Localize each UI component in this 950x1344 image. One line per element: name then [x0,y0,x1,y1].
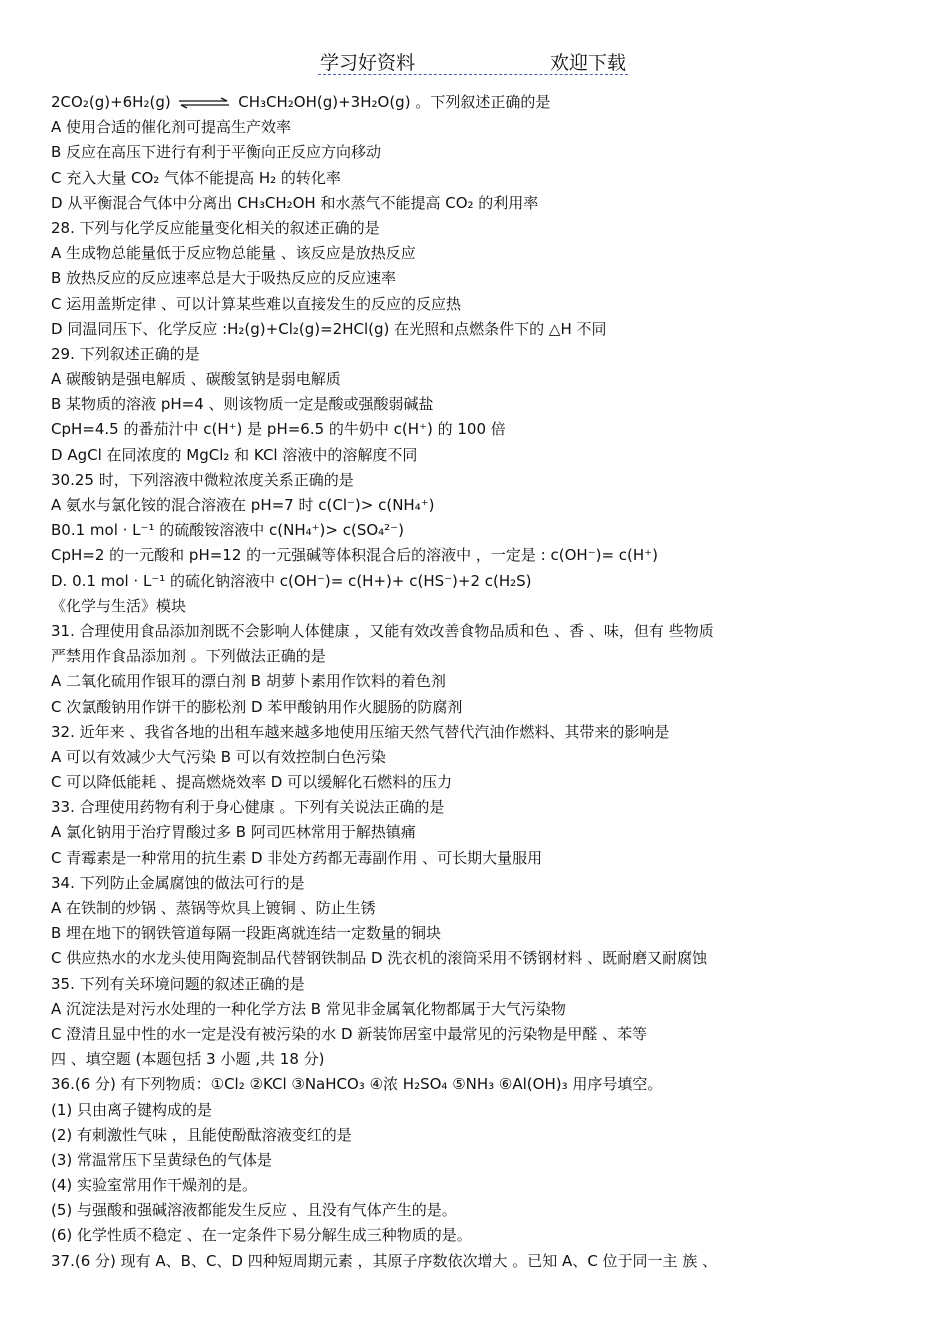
text-line: (4) 实验室常用作干燥剂的是。 [51,1176,258,1195]
equilibrium-arrow-icon [177,97,231,109]
text-line: C 澄清且显中性的水一定是没有被污染的水 D 新装饰居室中最常见的污染物是甲醛 、苯等 [51,1024,648,1043]
text-line: C 充入大量 CO₂ 气体不能提高 H₂ 的转化率 [51,168,341,187]
equation-line [51,90,903,115]
text-line: 严禁用作食品添加剂 。下列做法正确的是 [51,647,326,666]
text-line: CpH=4.5 的番茄汁中 c(H⁺) 是 pH=6.5 的牛奶中 c(H⁺) 的 100 倍 [51,420,506,439]
text-line: A 沉淀法是对污水处理的一种化学方法 B 常见非金属氧化物都属于大气污染物 [51,999,566,1018]
text-line: 36.(6 分) 有下列物质：①Cl₂ ②KCl ③NaHCO₃ ④浓 H₂SO₄ ⑤NH₃ ⑥Al(OH)₃ 用序号填空。 [51,1075,663,1094]
text-line: B0.1 mol · L⁻¹ 的硫酸铵溶液中 c(NH₄⁺)> c(SO₄²⁻) [51,521,404,540]
text-line: A 碳酸钠是强电解质 、碳酸氢钠是弱电解质 [51,370,341,389]
document-body [51,90,903,1274]
header-left-text: 学习好资料 [320,52,416,74]
text-line: (6) 化学性质不稳定 、在一定条件下易分解生成三种物质的是。 [51,1226,472,1245]
text-line: 四 、填空题 (本题包括 3 小题 ,共 18 分) [51,1050,325,1069]
text-line: B 反应在高压下进行有利于平衡向正反应方向移动 [51,143,382,162]
text-line: 29. 下列叙述正确的是 [51,344,200,363]
text-line: (3) 常温常压下呈黄绿色的气体是 [51,1150,273,1169]
text-line: 35. 下列有关环境问题的叙述正确的是 [51,974,305,993]
text-line: A 氯化钠用于治疗胃酸过多 B 阿司匹林常用于解热镇痛 [51,823,416,842]
text-line: B 某物质的溶液 pH=4 、则该物质一定是酸或强酸弱碱盐 [51,395,434,414]
text-line: D. 0.1 mol · L⁻¹ 的硫化钠溶液中 c(OH⁻)= c(H+)+ c(HS⁻)+2 c(H₂S) [51,571,532,590]
text-line: 28. 下列与化学反应能量变化相关的叙述正确的是 [51,218,380,237]
equation-lhs: 2CO₂(g)+6H₂(g) [51,93,171,111]
text-line: A 使用合适的催化剂可提高生产效率 [51,118,292,137]
text-line: B 埋在地下的钢铁管道每隔一段距离就连结一定数量的铜块 [51,924,442,943]
text-line: 33. 合理使用药物有利于身心健康 。下列有关说法正确的是 [51,798,445,817]
text-line: CpH=2 的一元酸和 pH=12 的一元强碱等体积混合后的溶液中 ，一定是 : c(OH⁻)= c(H⁺) [51,546,658,565]
text-line: D 从平衡混合气体中分离出 CH₃CH₂OH 和水蒸气不能提高 CO₂ 的利用率 [51,193,539,212]
text-line: 34. 下列防止金属腐蚀的做法可行的是 [51,873,305,892]
text-line: (2) 有刺激性气味 ，且能使酚酞溶液变红的是 [51,1125,352,1144]
text-line: A 氨水与氯化铵的混合溶液在 pH=7 时 c(Cl⁻)> c(NH₄⁺) [51,496,435,514]
text-line: 31. 合理使用食品添加剂既不会影响人体健康 ，又能有效改善食物品质和色 、香 、味，但有 些物质 [51,621,714,640]
text-line: 37.(6 分) 现有 A、B、C、D 四种短周期元素 ，其原子序数依次增大 。已知 A、C 位于同一主 族 、 [51,1251,718,1270]
text-line: C 次氯酸钠用作饼干的膨松剂 D 苯甲酸钠用作火腿肠的防腐剂 [51,697,463,716]
header-right-text: 欢迎下载 [549,52,626,74]
text-line: C 运用盖斯定律 、可以计算某些难以直接发生的反应的反应热 [51,294,462,313]
text-lines [51,115,903,1274]
equation-rhs: CH₃CH₂OH(g)+3H₂O(g) [238,93,411,111]
text-line: 30.25 时，下列溶液中微粒浓度关系正确的是 [51,470,354,489]
text-line: (1) 只由离子键构成的是 [51,1100,213,1119]
text-line: D 同温同压下、化学反应 :H₂(g)+Cl₂(g)=2HCl(g) 在光照和点燃条件下的 △H 不同 [51,319,607,338]
text-line: C 青霉素是一种常用的抗生素 D 非处方药都无毒副作用 、可长期大量服用 [51,848,543,867]
text-line: A 可以有效减少大气污染 B 可以有效控制白色污染 [51,747,386,766]
equation-tail: 。下列叙述正确的是 [415,93,551,111]
text-line: 32. 近年来 、我省各地的出租车越来越多地使用压缩天然气替代汽油作燃料、其带来的影响是 [51,722,670,741]
text-line: A 二氧化硫用作银耳的漂白剂 B 胡萝卜素用作饮料的着色剂 [51,672,446,691]
text-line: 《化学与生活》模块 [51,596,187,615]
text-line: D AgCl 在同浓度的 MgCl₂ 和 KCl 溶液中的溶解度不同 [51,445,418,464]
text-line: C 可以降低能耗 、提高燃烧效率 D 可以缓解化石燃料的压力 [51,773,453,792]
text-line: (5) 与强酸和强碱溶液都能发生反应 、且没有气体产生的是。 [51,1201,457,1220]
text-line: B 放热反应的反应速率总是大于吸热反应的反应速率 [51,269,397,288]
text-line: A 在铁制的炒锅 、蒸锅等炊具上镀铜 、防止生锈 [51,899,376,917]
text-line: C 供应热水的水龙头使用陶瓷制品代替钢铁制品 D 洗衣机的滚筒采用不锈钢材料 、既耐磨又耐腐蚀 [51,949,708,968]
page-header [318,46,628,75]
text-line: A 生成物总能量低于反应物总能量 、该反应是放热反应 [51,244,416,263]
